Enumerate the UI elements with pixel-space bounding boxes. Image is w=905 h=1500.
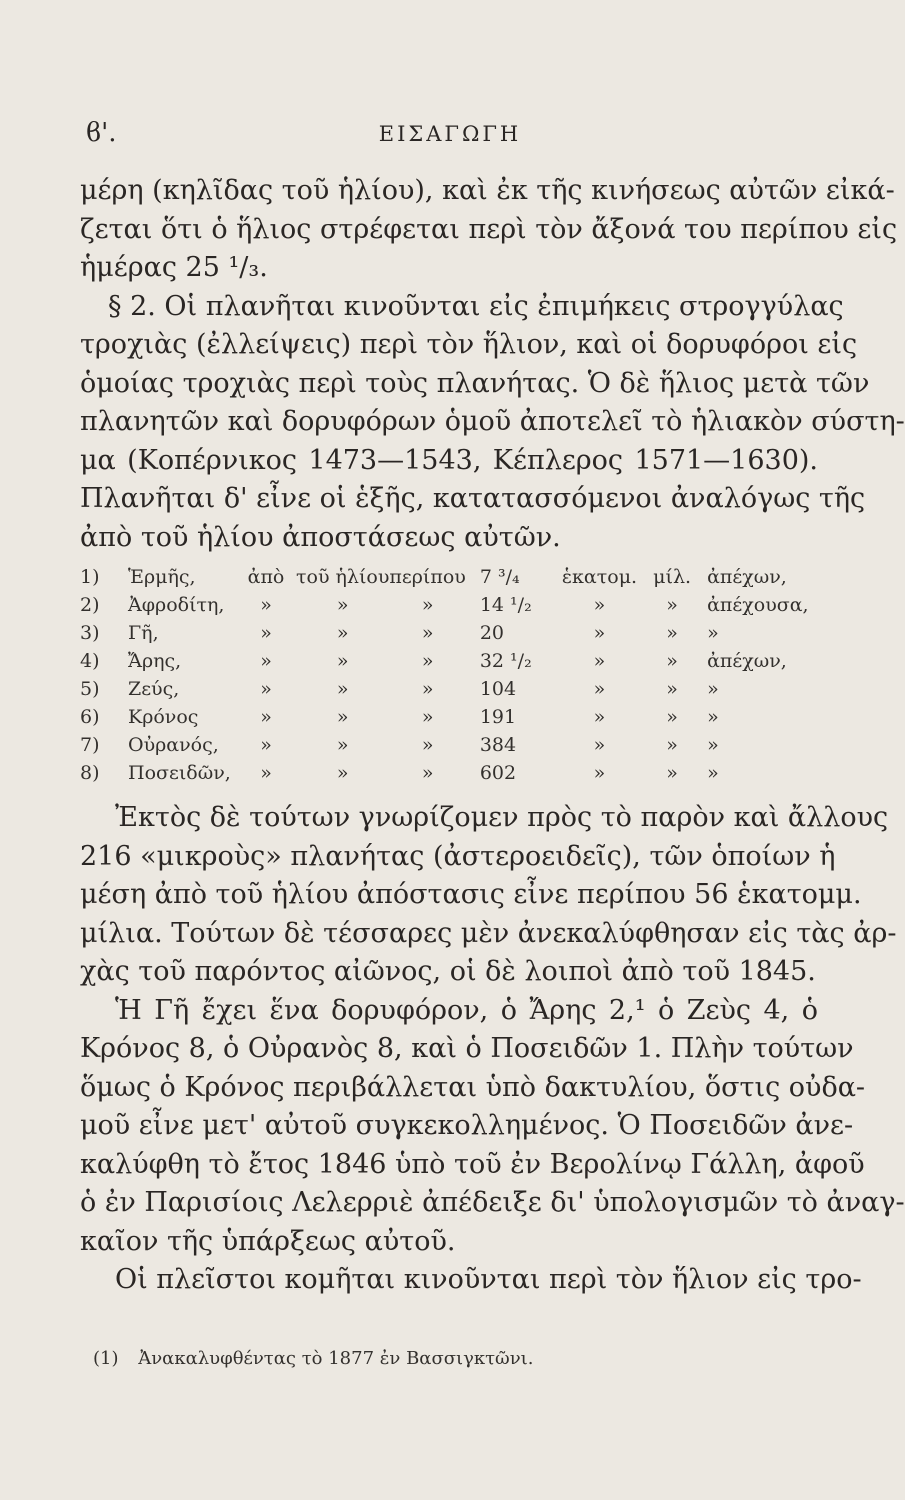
text-line: ὅμως ὁ Κρόνος περιβάλλεται ὑπὸ δακτυλίου, ὅστις οὐδα- [80,1071,866,1103]
planet-c1-cell: » [260,650,272,672]
planet-unit2-cell: μίλ. [653,566,692,588]
planet-unit1-cell: ἑκατομ. [561,566,638,588]
text-line: μέρη (κηλῖδας τοῦ ἡλίου), καὶ ἐκ τῆς κινήσεως αὐτῶν εἰκά- [80,175,895,206]
text-line: ζεται ὅτι ὁ ἥλιος στρέφεται περὶ τὸν ἄξονά του περίπου εἰς [80,213,898,245]
text-line: καλύφθη τὸ ἔτος 1846 ὑπὸ τοῦ ἐν Βερολίνῳ Γάλλη, ἀφοῦ [80,1148,865,1180]
planet-unit2-cell: » [666,594,678,616]
planet-row [80,591,809,619]
planet-name-cell: Ζεύς, [128,678,180,700]
page-body [80,172,905,1300]
text-line: Ἐκτὸς δὲ τούτων γνωρίζομεν πρὸς τὸ παρὸν καὶ ἄλλους [115,802,889,833]
text-line: μίλια. Τούτων δὲ τέσσαρες μὲν ἀνεκαλύφθησαν εἰς τὰς ἀρ- [80,917,897,949]
planet-unit2-cell: » [666,678,678,700]
planet-name-cell: Ἄρης, [128,650,182,672]
running-title: ΕΙΣΑΓΩΓΗ [378,122,522,146]
planet-verb-cell: » [707,678,719,700]
planet-c1-cell: ἀπὸ [247,566,285,588]
text-line: καῖον τῆς ὑπάρξεως αὐτοῦ. [80,1225,456,1257]
planet-dist-cell: 20 [479,622,505,644]
planet-row [80,759,809,787]
text-line: τροχιὰς (ἐλλείψεις) περὶ τὸν ἥλιον, καὶ οἱ δορυφόροι εἰς [80,329,858,360]
planet-unit2-cell: » [666,734,678,756]
planet-name-cell: Ἑρμῆς, [128,566,196,588]
text-line: μα (Κοπέρνικος 1473—1543, Κέπλερος 1571—1630). [80,444,818,476]
planet-row [80,647,809,675]
planet-verb-cell: ἀπέχων, [707,650,787,672]
planet-unit1-cell: » [593,678,606,700]
planet-unit1-cell: » [593,706,606,728]
planet-unit2-cell: » [666,762,678,784]
planet-dist-cell: 384 [479,734,517,756]
planet-num-cell: 5) [80,678,100,700]
planet-c1-cell: » [260,622,272,644]
planet-unit1-cell: » [593,734,606,756]
planet-c2-cell: » [336,706,349,728]
footnote [93,1348,533,1369]
planet-c3-cell: » [421,650,434,672]
planet-unit2-cell: » [666,706,678,728]
planet-c3-cell: » [421,706,434,728]
planet-c2-cell: » [336,594,349,616]
page-header [80,118,820,158]
planet-dist-cell: 602 [479,762,517,784]
planet-c1-cell: » [260,734,272,756]
text-line: μέση ἀπὸ τοῦ ἡλίου ἀπόστασις εἶνε περίπου 56 ἑκατομμ. [80,879,862,910]
planet-row [80,619,809,647]
planet-c1-cell: » [260,594,272,616]
planet-c2-cell: » [336,734,349,756]
planet-verb-cell: » [707,762,719,784]
planet-num-cell: 7) [80,734,100,756]
planet-unit1-cell: » [593,650,606,672]
planet-dist-cell: 32 ¹/₂ [479,650,532,672]
planet-verb-cell: ἀπέχουσα, [707,594,809,616]
planet-c3-cell: » [421,678,434,700]
planet-c3-cell: περίπου [389,566,466,588]
planet-name-cell: Κρόνος [128,706,199,728]
planet-unit1-cell: » [593,594,606,616]
planet-verb-cell: » [707,706,719,728]
planet-unit2-cell: » [666,650,678,672]
text-line: Οἱ πλεῖστοι κομῆται κινοῦνται περὶ τὸν ἥλιον εἰς τρο- [115,1264,862,1295]
planet-num-cell: 6) [80,706,100,728]
planet-c2-cell: » [336,622,349,644]
planet-c2-cell: » [336,762,349,784]
page-number: ϐ'. [86,118,117,148]
planet-c2-cell: » [336,678,349,700]
footnote-number: (1) [93,1348,119,1369]
planet-name-cell: Ἀφροδίτη, [128,594,225,616]
planet-c3-cell: » [421,622,434,644]
text-line: ἡμέρας 25 ¹/₃. [80,252,268,283]
text-line: ὁμοίας τροχιὰς περὶ τοὺς πλανήτας. Ὁ δὲ ἥλιος μετὰ τῶν [80,367,870,399]
section-heading-line: § 2. Οἱ πλανῆται κινοῦνται εἰς ἐπιμήκεις στρογγύλας [108,290,844,322]
planet-c3-cell: » [421,762,434,784]
planet-unit1-cell: » [593,622,606,644]
planet-num-cell: 1) [80,566,100,588]
planet-name-cell: Γῆ, [128,622,159,644]
text-line: 216 «μικροὺς» πλανήτας (ἀστεροειδεῖς), τῶν ὁποίων ἡ [80,840,836,872]
planet-num-cell: 8) [80,762,100,784]
text-line: Ἡ Γῆ ἔχει ἕνα δορυφόρον, ὁ Ἄρης 2,¹ ὁ Ζεὺς 4, ὁ [115,994,818,1026]
planet-c3-cell: » [421,734,434,756]
planet-verb-cell: » [707,622,719,644]
planet-name-cell: Ποσειδῶν, [128,762,231,784]
text-line: Κρόνος 8, ὁ Οὐρανὸς 8, καὶ ὁ Ποσειδῶν 1. Πλὴν τούτων [80,1033,854,1064]
planet-num-cell: 4) [80,650,100,672]
planet-unit1-cell: » [593,762,606,784]
planet-c2-cell: τοῦ ἡλίου [296,566,390,588]
text-line: ἀπὸ τοῦ ἡλίου ἀποστάσεως αὐτῶν. [80,521,561,553]
planet-dist-cell: 191 [479,706,517,728]
planet-verb-cell: ἀπέχων, [707,566,787,588]
planet-name-cell: Οὐρανός, [128,734,219,756]
planet-c1-cell: » [260,678,272,700]
planet-row [80,731,809,759]
planet-unit2-cell: » [666,622,678,644]
planet-c3-cell: » [421,594,434,616]
text-line: χὰς τοῦ παρόντος αἰῶνος, οἱ δὲ λοιποὶ ἀπὸ τοῦ 1845. [80,956,816,987]
planet-row [80,563,809,591]
text-line: πλανητῶν καὶ δορυφόρων ὁμοῦ ἀποτελεῖ τὸ ἡλιακὸν σύστη- [80,406,905,437]
footnote-text: Ἀνακαλυφθέντας τὸ 1877 ἐν Βασσιγκτῶνι. [138,1348,534,1369]
planet-num-cell: 2) [80,594,100,616]
planet-verb-cell: » [707,734,719,756]
planet-dist-cell: 104 [479,678,517,700]
planet-row [80,675,809,703]
planet-row [80,703,809,731]
planet-c1-cell: » [260,762,272,784]
text-line: Πλανῆται δ' εἶνε οἱ ἑξῆς, κατατασσόμενοι ἀναλόγως τῆς [80,483,866,514]
text-line: ὁ ἐν Παρισίοις Λελερριὲ ἀπέδειξε δι' ὑπολογισμῶν τὸ ἀναγ- [80,1187,905,1218]
planet-c1-cell: » [260,706,272,728]
text-line: μοῦ εἶνε μετ' αὐτοῦ συγκεκολλημένος. Ὁ Ποσειδῶν ἀνε- [80,1110,854,1141]
planet-num-cell: 3) [80,622,100,644]
planet-dist-cell: 14 ¹/₂ [479,594,532,616]
planet-distance-table [80,563,809,787]
planet-c2-cell: » [336,650,349,672]
planet-dist-cell: 7 ³/₄ [479,566,520,588]
